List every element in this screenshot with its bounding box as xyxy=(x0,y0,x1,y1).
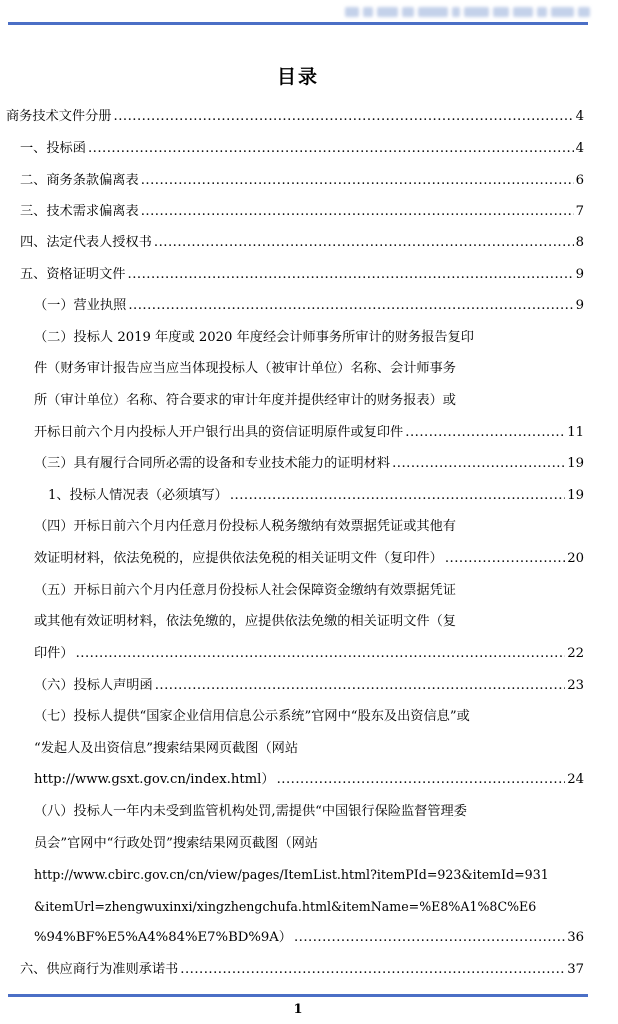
toc-entry[interactable] xyxy=(0,929,584,947)
toc-entry-text: 二、商务条款偏离表 xyxy=(20,173,139,188)
toc-entry[interactable] xyxy=(0,297,584,315)
toc-entry[interactable] xyxy=(0,234,584,252)
toc-entry[interactable] xyxy=(0,487,584,505)
toc-entry-page: 6 xyxy=(575,173,584,188)
toc-entry[interactable] xyxy=(0,677,584,695)
toc-entry[interactable] xyxy=(0,108,584,126)
toc-entry-text: 印件） xyxy=(34,646,74,661)
toc-leader-dots xyxy=(155,677,566,695)
blurred-header xyxy=(345,4,590,20)
footer-rule xyxy=(8,994,588,997)
toc-leader-dots xyxy=(180,961,565,979)
toc-entry-line: http://www.cbirc.gov.cn/cn/view/pages/ItemList.html?itemPId=923&itemId=931 xyxy=(34,867,549,882)
toc-entry-page: 24 xyxy=(567,772,584,787)
toc-entry-line: （四）开标日前六个月内任意月份投标人税务缴纳有效票据凭证或其他有 xyxy=(34,519,456,534)
toc-entry-text: （三）具有履行合同所必需的设备和专业技术能力的证明材料 xyxy=(34,456,391,471)
toc-entry-line: 员会”官网中“行政处罚”搜索结果网页截图（网站 xyxy=(34,836,318,851)
toc-leader-dots xyxy=(154,234,574,252)
toc-entry-text: 商务技术文件分册 xyxy=(6,109,112,124)
toc-leader-dots xyxy=(405,424,565,442)
header-rule xyxy=(8,22,588,25)
toc-entry-line: &itemUrl=zhengwuxinxi/xingzhengchufa.html&itemName=%E8%A1%8C%E6 xyxy=(34,899,537,914)
toc-entry-page: 23 xyxy=(567,678,584,693)
toc-entry-text: http://www.gsxt.gov.cn/index.html） xyxy=(34,772,275,787)
toc-entry[interactable] xyxy=(0,172,584,190)
toc-leader-dots xyxy=(230,487,565,505)
toc-entry[interactable] xyxy=(0,645,584,663)
toc-entry-text: 1、投标人情况表（必须填写） xyxy=(48,488,228,503)
toc-entry-page: 4 xyxy=(575,141,584,156)
toc-entry-line: 所（审计单位）名称、符合要求的审计年度并提供经审计的财务报表）或 xyxy=(34,393,456,408)
toc-leader-dots xyxy=(445,550,565,568)
toc-leader-dots xyxy=(141,203,574,221)
toc-entry-page: 9 xyxy=(575,267,584,282)
toc-entry-text: 三、技术需求偏离表 xyxy=(20,204,139,219)
toc-entry-page: 36 xyxy=(567,930,584,945)
toc-entry-text: （一）营业执照 xyxy=(34,298,127,313)
toc-entry-line: （五）开标日前六个月内任意月份投标人社会保障资金缴纳有效票据凭证 xyxy=(34,583,456,598)
toc-leader-dots xyxy=(277,771,566,789)
toc-entry-page: 11 xyxy=(567,425,584,440)
toc-entry[interactable] xyxy=(0,266,584,284)
toc-entry-line: （二）投标人 2019 年度或 2020 年度经会计师事务所审计的财务报告复印 xyxy=(34,330,474,345)
toc-leader-dots xyxy=(128,297,573,315)
toc-leader-dots xyxy=(76,645,566,663)
toc-entry[interactable] xyxy=(0,961,584,979)
toc-entry[interactable] xyxy=(0,140,584,158)
toc-entry[interactable] xyxy=(0,550,584,568)
toc-entry-text: 六、供应商行为准则承诺书 xyxy=(20,962,179,977)
page-number: 1 xyxy=(293,1002,303,1017)
toc-leader-dots xyxy=(294,929,565,947)
toc-entry-text: 一、投标函 xyxy=(20,141,86,156)
toc-leader-dots xyxy=(392,455,565,473)
toc-entry-text: 开标日前六个月内投标人开户银行出具的资信证明原件或复印件 xyxy=(34,425,404,440)
toc-entry-page: 22 xyxy=(567,646,584,661)
toc-entry-line: 件（财务审计报告应当应当体现投标人（被审计单位）名称、会计师事务 xyxy=(34,361,456,376)
toc-entry-page: 8 xyxy=(575,235,584,250)
toc-entry-line: （七）投标人提供“国家企业信用信息公示系统”官网中“股东及出资信息”或 xyxy=(34,709,470,724)
toc-entry-page: 19 xyxy=(567,456,584,471)
toc-leader-dots xyxy=(128,266,574,284)
toc-entry-line: （八）投标人一年内未受到监管机构处罚,需提供“中国银行保险监督管理委 xyxy=(34,804,467,819)
toc-entry-text: 四、法定代表人授权书 xyxy=(20,235,152,250)
toc-entry-page: 19 xyxy=(567,488,584,503)
toc-entry[interactable] xyxy=(0,424,584,442)
toc-entry-page: 37 xyxy=(567,962,584,977)
toc-entry-page: 4 xyxy=(575,109,584,124)
toc-entry-line: “发起人及出资信息”搜索结果网页截图（网站 xyxy=(34,741,299,756)
toc-leader-dots xyxy=(88,140,574,158)
toc-entry[interactable] xyxy=(0,203,584,221)
toc-entry-page: 7 xyxy=(575,204,584,219)
toc-leader-dots xyxy=(114,108,574,126)
toc-entry-text: %94%BF%E5%A4%84%E7%BD%9A） xyxy=(34,930,292,945)
toc-entry-text: 五、资格证明文件 xyxy=(20,267,126,282)
toc-entry-page: 20 xyxy=(567,551,584,566)
toc-entry-page: 9 xyxy=(575,298,584,313)
toc-entry-text: 效证明材料，依法免税的，应提供依法免税的相关证明文件（复印件） xyxy=(34,551,443,566)
toc-entry[interactable] xyxy=(0,771,584,789)
toc-entry-text: （六）投标人声明函 xyxy=(34,678,153,693)
toc-entry-line: 或其他有效证明材料，依法免缴的，应提供依法免缴的相关证明文件（复 xyxy=(34,614,456,629)
toc-leader-dots xyxy=(141,172,574,190)
page-title: 目录 xyxy=(276,66,319,88)
toc-entry[interactable] xyxy=(0,455,584,473)
